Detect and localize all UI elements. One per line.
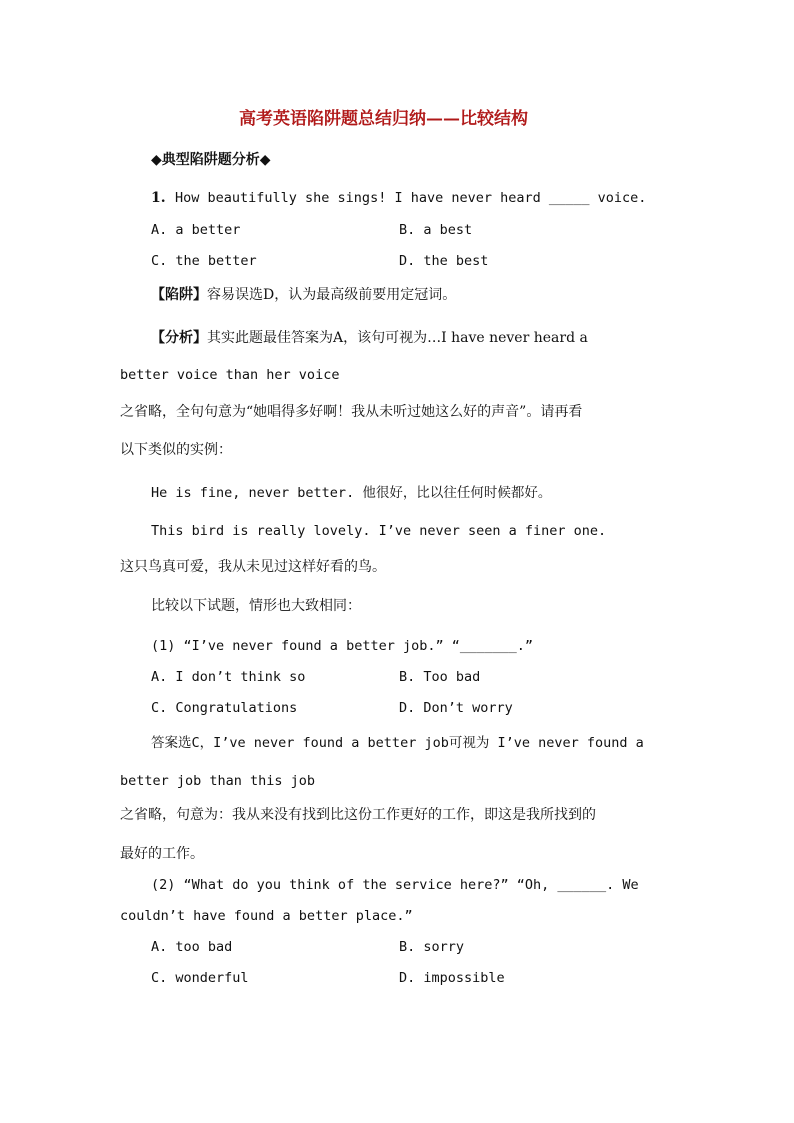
trap-note — [151, 286, 456, 304]
answer-line-1: 答案选C，I’ve never found a better job可视为 I’ve never found a — [151, 735, 644, 751]
trap-label: 【陷阱】 — [151, 287, 207, 303]
question-stem: How beautifully she sings! I have never heard _____ voice. — [175, 190, 647, 206]
section-heading: ◆典型陷阱题分析◆ — [151, 152, 271, 168]
example-1: He is fine, never better. 他很好，比以往任何时候都好。 — [151, 485, 552, 501]
option-c: C. the better — [151, 253, 257, 269]
sub-question-1-stem: (1) “I’ve never found a better job.” “_______.” — [151, 638, 534, 654]
answer-line-2: better job than this job — [120, 773, 316, 789]
sub-question-2-stem-2: couldn’t have found a better place.” — [120, 908, 413, 924]
sub2-option-d: D. impossible — [399, 970, 505, 986]
answer-line-4: 最好的工作。 — [120, 846, 204, 862]
trap-text: 容易误选D，认为最高级前要用定冠词。 — [207, 287, 457, 303]
example-2-zh: 这只鸟真可爱，我从未见过这样好看的鸟。 — [120, 559, 386, 575]
analysis-line-4: 以下类似的实例： — [120, 442, 232, 458]
sub-question-2-stem-1: (2) “What do you think of the service here?” “Oh, ______. We — [151, 877, 639, 893]
sub-option-a: A. I don’t think so — [151, 669, 306, 685]
answer-line-3: 之省略，句意为：我从来没有找到比这份工作更好的工作，即这是我所找到的 — [120, 807, 596, 823]
question-number: 1. — [151, 190, 166, 206]
option-a: A. a better — [151, 222, 241, 238]
analysis-line-1 — [151, 329, 588, 347]
sub-option-b: B. Too bad — [399, 669, 481, 685]
analysis-text: 其实此题最佳答案为A，该句可视为…I have never heard a — [207, 330, 588, 346]
analysis-line-2: better voice than her voice — [120, 367, 340, 383]
sub-option-d: D. Don’t worry — [399, 700, 513, 716]
option-b: B. a best — [399, 222, 473, 238]
option-d: D. the best — [399, 253, 489, 269]
sub-option-c: C. Congratulations — [151, 700, 298, 716]
example-2-en: This bird is really lovely. I’ve never seen a finer one. — [151, 523, 607, 539]
sub2-option-b: B. sorry — [399, 939, 465, 955]
sub2-option-a: A. too bad — [151, 939, 233, 955]
compare-intro: 比较以下试题，情形也大致相同： — [151, 598, 361, 614]
analysis-label: 【分析】 — [151, 330, 207, 346]
analysis-line-3: 之省略，全句句意为“她唱得多好啊！我从未听过她这么好的声音”。请再看 — [120, 404, 583, 420]
page-title: 高考英语陷阱题总结归纳——比较结构 — [239, 109, 528, 129]
sub2-option-c: C. wonderful — [151, 970, 249, 986]
